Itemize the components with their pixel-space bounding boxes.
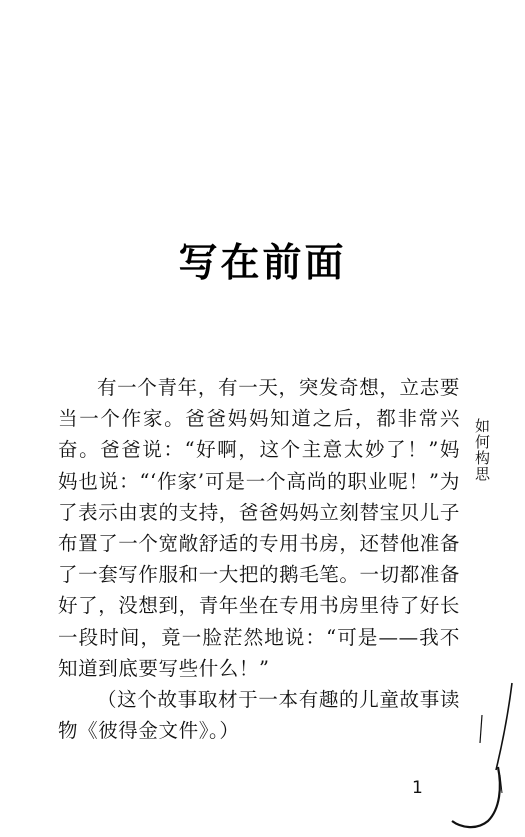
- page-curl-decoration: [430, 675, 525, 837]
- page-title: 写在前面: [178, 241, 347, 286]
- page-number: 1: [412, 778, 423, 798]
- paragraph-story: 有一个青年，有一天，突发奇想，立志要当一个作家。爸爸妈妈知道之后，都非常兴奋。爸爸说：“好啊，这个主意太妙了！”妈妈也说：“‘作家’可是一个高尚的职业呢！”为了表示由衷的支持，爸爸妈妈立刻替宝贝儿子布置了一个宽敞舒适的专用书房，还替他准备了一套写作服和一大把的鹅毛笔。一切都准备好了，没想到，青年坐在专用书房里待了好长一段时间，竟一脸茫然地说：“可是——我不知道到底要写些什么！”: [58, 376, 461, 680]
- paragraph-source-note: （这个故事取材于一本有趣的儿童故事读物《彼得金文件》。）: [58, 688, 460, 743]
- body-text: [58, 372, 460, 746]
- side-section-label: 如何构思: [473, 418, 491, 482]
